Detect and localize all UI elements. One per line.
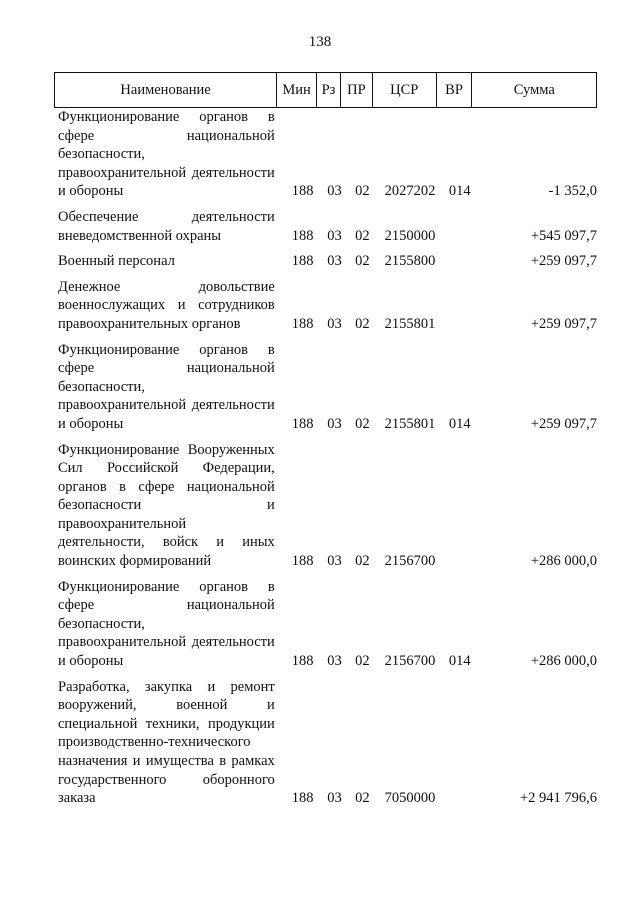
table-row bbox=[54, 578, 597, 678]
page-number: 138 bbox=[308, 34, 332, 50]
row-csr: 2150000 bbox=[384, 227, 436, 244]
table-row bbox=[54, 108, 597, 208]
row-vr: 014 bbox=[448, 183, 471, 200]
header-name: Наименование bbox=[55, 73, 277, 107]
row-min: 188 bbox=[291, 253, 314, 270]
row-min: 188 bbox=[291, 653, 314, 670]
row-sum: -1 352,0 bbox=[548, 183, 597, 200]
row-name: Функционирование органов в сфере национальной безопасности, правоохранительной деятельности и обороны bbox=[58, 341, 275, 432]
row-min: 188 bbox=[291, 227, 314, 244]
row-rz: 03 bbox=[327, 553, 342, 570]
row-csr: 2155801 bbox=[384, 315, 436, 332]
row-csr: 2155800 bbox=[384, 253, 436, 270]
row-rz: 03 bbox=[327, 790, 342, 807]
row-name: Обеспечение деятельности вневедомственной охраны bbox=[58, 208, 275, 244]
row-pr: 02 bbox=[355, 653, 370, 670]
row-rz: 03 bbox=[327, 653, 342, 670]
row-vr: 014 bbox=[448, 415, 471, 432]
row-pr: 02 bbox=[355, 553, 370, 570]
header-rz: Рз bbox=[317, 73, 341, 107]
row-pr: 02 bbox=[355, 790, 370, 807]
row-pr: 02 bbox=[355, 315, 370, 332]
row-rz: 03 bbox=[327, 415, 342, 432]
row-sum: +286 000,0 bbox=[530, 553, 597, 570]
row-csr: 2155801 bbox=[384, 415, 436, 432]
row-csr: 2027202 bbox=[384, 183, 436, 200]
table-row bbox=[54, 278, 597, 341]
header-pr: ПР bbox=[341, 73, 373, 107]
row-rz: 03 bbox=[327, 183, 342, 200]
row-pr: 02 bbox=[355, 183, 370, 200]
table-body bbox=[54, 108, 597, 815]
row-name: Денежное довольствие военнослужащих и сотрудников правоохранительных органов bbox=[58, 278, 275, 332]
row-pr: 02 bbox=[355, 415, 370, 432]
row-sum: +286 000,0 bbox=[530, 653, 597, 670]
row-csr: 7050000 bbox=[384, 790, 436, 807]
row-min: 188 bbox=[291, 415, 314, 432]
row-name: Функционирование органов в сфере национальной безопасности, правоохранительной деятельности и обороны bbox=[58, 578, 275, 670]
row-sum: +545 097,7 bbox=[530, 227, 597, 244]
table-row bbox=[54, 678, 597, 815]
table-header bbox=[54, 72, 597, 108]
header-csr: ЦСР bbox=[373, 73, 437, 107]
row-rz: 03 bbox=[327, 227, 342, 244]
header-vr: ВР bbox=[437, 73, 473, 107]
row-sum: +2 941 796,6 bbox=[519, 790, 597, 807]
row-pr: 02 bbox=[355, 227, 370, 244]
row-pr: 02 bbox=[355, 253, 370, 270]
row-min: 188 bbox=[291, 315, 314, 332]
table-row bbox=[54, 341, 597, 441]
table-row bbox=[54, 441, 597, 578]
row-csr: 2156700 bbox=[384, 553, 436, 570]
table-row bbox=[54, 208, 597, 252]
row-sum: +259 097,7 bbox=[530, 253, 597, 270]
header-sum: Сумма bbox=[513, 81, 555, 98]
row-min: 188 bbox=[291, 183, 314, 200]
row-rz: 03 bbox=[327, 315, 342, 332]
row-csr: 2156700 bbox=[384, 653, 436, 670]
row-rz: 03 bbox=[327, 253, 342, 270]
row-min: 188 bbox=[291, 553, 314, 570]
table-row bbox=[54, 252, 597, 278]
row-sum: +259 097,7 bbox=[530, 415, 597, 432]
row-vr: 014 bbox=[448, 653, 471, 670]
row-name: Военный персонал bbox=[58, 253, 175, 270]
row-name: Разработка, закупка и ремонт вооружений, военной и специальной техники, продукции производственно-технического назначения и имущества в рамках государственного оборонного заказа bbox=[58, 678, 275, 807]
row-min: 188 bbox=[291, 790, 314, 807]
header-min: Мин bbox=[277, 73, 317, 107]
row-sum: +259 097,7 bbox=[530, 315, 597, 332]
row-name: Функционирование Вооруженных Сил Российской Федерации, органов в сфере национальной безопасности и правоохранительной деятельности, войск и иных воинских формирований bbox=[58, 441, 275, 570]
row-name: Функционирование органов в сфере национальной безопасности, правоохранительной деятельности и обороны bbox=[58, 109, 275, 200]
